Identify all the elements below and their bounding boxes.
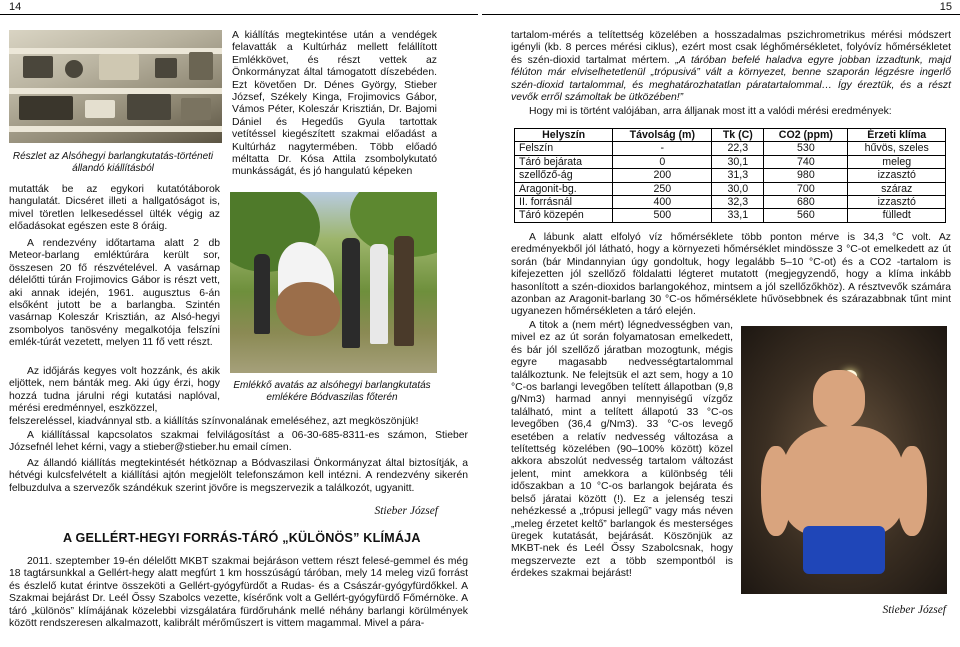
table-cell: 250 xyxy=(613,182,712,195)
full-paragraph-2: A kiállítással kapcsolatos szakmai felvilágosítást a 06-30-685-8311-es számon, Stieber Józsefnél lehet kérni, vagy a stieber@stieber.hu email címen. xyxy=(9,430,468,454)
table-cell: 560 xyxy=(764,209,848,222)
table-cell: 30,0 xyxy=(712,182,764,195)
col-left-paragraph-2: A rendezvény időtartama alatt 2 db Meteor-barlang emléktúrára került sor, összesen 20 fő részvételével. A vasárnap délelőtti túrán Frojimovics Gábor is részt vett, aki annak idején, 1961. augusztus 6-án elsőként jutott be a barlangba. Szintén vasárnap Koleszár Krisztián, az Alsó-hegyi zsombolyos tanösvény megalkotója felszíni emlék-túrát vezetett, melyen 11 fő vett részt. xyxy=(9,238,220,349)
measurement-table xyxy=(514,128,946,223)
intro-italic-quote: „A táróban befelé haladva egyre jobban izzadtunk, majd félúton már elviselhetetlenül „trópusivá” vált a környezet, benne szaporán légzésre ingerlő szén-dioxid tartalommal, és meghatározhatatlan páratartalommal… Így éreztük, és a részt vevők erről számoltak be ütközében!” xyxy=(511,54,951,104)
left-page xyxy=(0,0,478,647)
table-cell: Felszín xyxy=(515,142,613,155)
photo1-caption: Részlet az Alsóhegyi barlangkutatás-történeti állandó kiállításból xyxy=(12,151,214,174)
table-cell: 33,1 xyxy=(712,209,764,222)
table-cell: 740 xyxy=(764,155,848,168)
table-cell: 680 xyxy=(764,196,848,209)
table-row xyxy=(515,169,946,182)
exhibition-photo xyxy=(9,30,222,143)
table-cell: hűvös, szeles xyxy=(848,142,946,155)
narrow-paragraph: A titok a (nem mért) légnedvességben van, mivel ez az út során folyamatosan emelkedett, és bár jól szellőző járatban mozogtunk, mégis egyre magasabb nedvességtartalommal találkoztunk. Ne felejtsük el azt sem, hogy a 10 °C-os barlangi levegőben telített állapotban (9,8 g/Nm3) harmad annyi mennyiségű vízgőz található, mint a telített állapotú 33 °C-os levegőben (36,4 g/Nm3). 33 °C-os levegő esetében a relatív nedvesség változása a telítettség közelében (90–100% között) közel akkora abszolút nedvesség tartalom változást jelent, mint amekkora a különbség téli időszakban a 10 °C-os barlangok bejárata és belső járatai között (!). Ez a jelenség teszi nehézkessé a „trópusi jellegű” vagy más néven „meleg érzetet keltő” barlangok és mesterséges üregek kutatását, bejárását. Köszönjük az MKBT-nek és Leél Őssy Szabolcsnak, hogy megszervezte ezt a több szempontból is érdekes szakmai bejárást! xyxy=(511,320,733,580)
col-left-paragraph-3: Az időjárás kegyes volt hozzánk, és akik eljöttek, nem bánták meg. Aki úgy érzi, hogy hozzá tudna járulni régi kutatási naplóval, mérési eredménnyel, eszközzel, xyxy=(9,366,220,415)
table-cell: II. forrásnál xyxy=(515,196,613,209)
table-row xyxy=(515,142,946,155)
photo2-caption: Emlékkő avatás az alsóhegyi barlangkutatás emlékére Bódvaszilas főterén xyxy=(233,380,431,403)
page-number: 15 xyxy=(939,1,952,13)
intro-tail: Hogy mi is történt valójában, arra álljanak most itt a valódi mérési eredmények: xyxy=(529,106,892,117)
table-cell: - xyxy=(613,142,712,155)
table-cell: fülledt xyxy=(848,209,946,222)
table-row xyxy=(515,182,946,195)
table-cell: szellőző-ág xyxy=(515,169,613,182)
table-cell: 30,1 xyxy=(712,155,764,168)
memorial-stone-photo xyxy=(230,192,437,373)
col-left-paragraph-1: mutatták be az egykori kutatótáborok hangulatát. Dicséret illeti a hallgatóságot is, mivel töretlen lelkesedéssel ülték végig az előadásokat egészen este 8 óráig. xyxy=(9,184,220,233)
table-cell: izzasztó xyxy=(848,169,946,182)
table-cell: 0 xyxy=(613,155,712,168)
col-right-paragraph: A kiállítás megtekintése után a vendégek felavatták a Kultúrház mellett felállított Emlékkövet, és részt vettek az Önkormányzat által támogatott díszebéden. Ezt követően Dr. Dénes György, Stieber József, Székely Kinga, Frojimovics Gábor, Vámos Péter, Koleszár Krisztián, Dr. Bajomi Dániel és Hegedűs Gyula tartottak vetítéssel kiegészített szakmai előadást a Kultúrház nagytermében. Több előadó méltatta Dr. Kósa Attila zsombolykutató munkásságát, és jó hangulatú képeken xyxy=(232,30,437,178)
right-page xyxy=(482,0,960,647)
table-cell: 400 xyxy=(613,196,712,209)
header-rule xyxy=(482,0,960,15)
table-cell: 200 xyxy=(613,169,712,182)
table-cell: 31,3 xyxy=(712,169,764,182)
section-paragraph-1: 2011. szeptember 19-én délelőtt MKBT szakmai bejáráson vettem részt felesé-gemmel és még 18 tagtársunkkal a Gellért-hegy alatt megfúrt 1 km hosszúságú táróban, mely 14 meleg vizű forrást és észlelő kutat érintve összeköti a Gellért-gyógyfürdőt a Rudas- és a Császár-gyógyfürdőkkel. A Szakmai bejárást Dr. Leél Őssy Szabolcs vezette, kísérőnk volt a Gellért-gyógyfürdő Főmérnöke. A táró „különös” klímájának közelebbi vizsgálatára fürdőruhánk mellé néhány barlangi körülmények között rendszeresen alkalmazott, kalibrált mérőműszert is vittem magammal. Mivel a pára- xyxy=(9,556,468,630)
table-row xyxy=(515,155,946,168)
table-row xyxy=(515,209,946,222)
signature: Stieber József xyxy=(882,604,946,616)
section-heading: A GELLÉRT-HEGYI FORRÁS-TÁRÓ „KÜLÖNÖS” KLÍMÁJA xyxy=(63,531,421,545)
table-cell: 530 xyxy=(764,142,848,155)
header-temperature: Tk (C) xyxy=(712,129,764,142)
table-cell: 500 xyxy=(613,209,712,222)
intro-text: tartalom-mérés a telítettség közelében a hosszadalmas pszichrometrikus mérési módszert igényli (kb. 8 perces mérési ciklus), ezért most csak léghőmérsékletet, folyóvíz hőmérsékletet és szén-dioxid tartalmat mértem. xyxy=(511,30,951,66)
table-cell: 22,3 xyxy=(712,142,764,155)
table-header-row xyxy=(515,129,946,142)
header-perceived-climate: Érzeti klíma xyxy=(848,129,946,142)
header-location: Helyszín xyxy=(515,129,613,142)
table-cell: 700 xyxy=(764,182,848,195)
table-cell: 32,3 xyxy=(712,196,764,209)
table-cell: meleg xyxy=(848,155,946,168)
table-cell: Táró bejárata xyxy=(515,155,613,168)
signature: Stieber József xyxy=(374,505,438,517)
caver-photo xyxy=(741,326,947,594)
table-cell: 980 xyxy=(764,169,848,182)
header-co2: CO2 (ppm) xyxy=(764,129,848,142)
after-table-paragraph: A lábunk alatt elfolyó víz hőmérséklete több ponton mérve is 34,3 °C volt. Az eredményekből jól látható, hogy a környezeti hőmérséklet mindössze 3 °C-ot emelkedett az út során (bár Mindannyian úgy gondoltuk, hogy legalább 5–10 °C-ot) és a CO2 -tartalom is kifejezetten jól szellőző földalatti légteret mutatott (megjegyzendő, hogy a klíma inkább hasonlított a szén-dioxidos barlangokéhoz, mintsem a jól szellőzőkhöz). A résztvevők számára azonban az Aragonit-barlang 30 °C-os hőmérséklete hűvösebbnek és szárazabbnak tűnt mint ugyanezen hőmérsékleten a táró elején. xyxy=(511,232,951,318)
header-distance: Távolság (m) xyxy=(613,129,712,142)
table-cell: Táró közepén xyxy=(515,209,613,222)
full-paragraph-3: Az állandó kiállítás megtekintését hétköznap a Bódvaszilasi Önkormányzat által biztosítják, a hétvégi kulcsfelvételt a kiállítási ajtón megjelölt telefonszámon kell intézni. A rendezvény sikerén felbuzdulva a szervezők szándékuk szerint jövőre is megszervezik a találkozót, ugyanitt. xyxy=(9,458,468,494)
table-cell: száraz xyxy=(848,182,946,195)
full-paragraph-1: felszereléssel, kiadvánnyal stb. a kiállítás színvonalának emeléséhez, azt megköszönjük! xyxy=(9,416,419,427)
table-cell: Aragonit-bg. xyxy=(515,182,613,195)
table-cell: izzasztó xyxy=(848,196,946,209)
header-rule xyxy=(0,0,478,15)
page-number: 14 xyxy=(9,1,22,13)
intro-paragraph xyxy=(511,30,951,104)
table-row xyxy=(515,196,946,209)
